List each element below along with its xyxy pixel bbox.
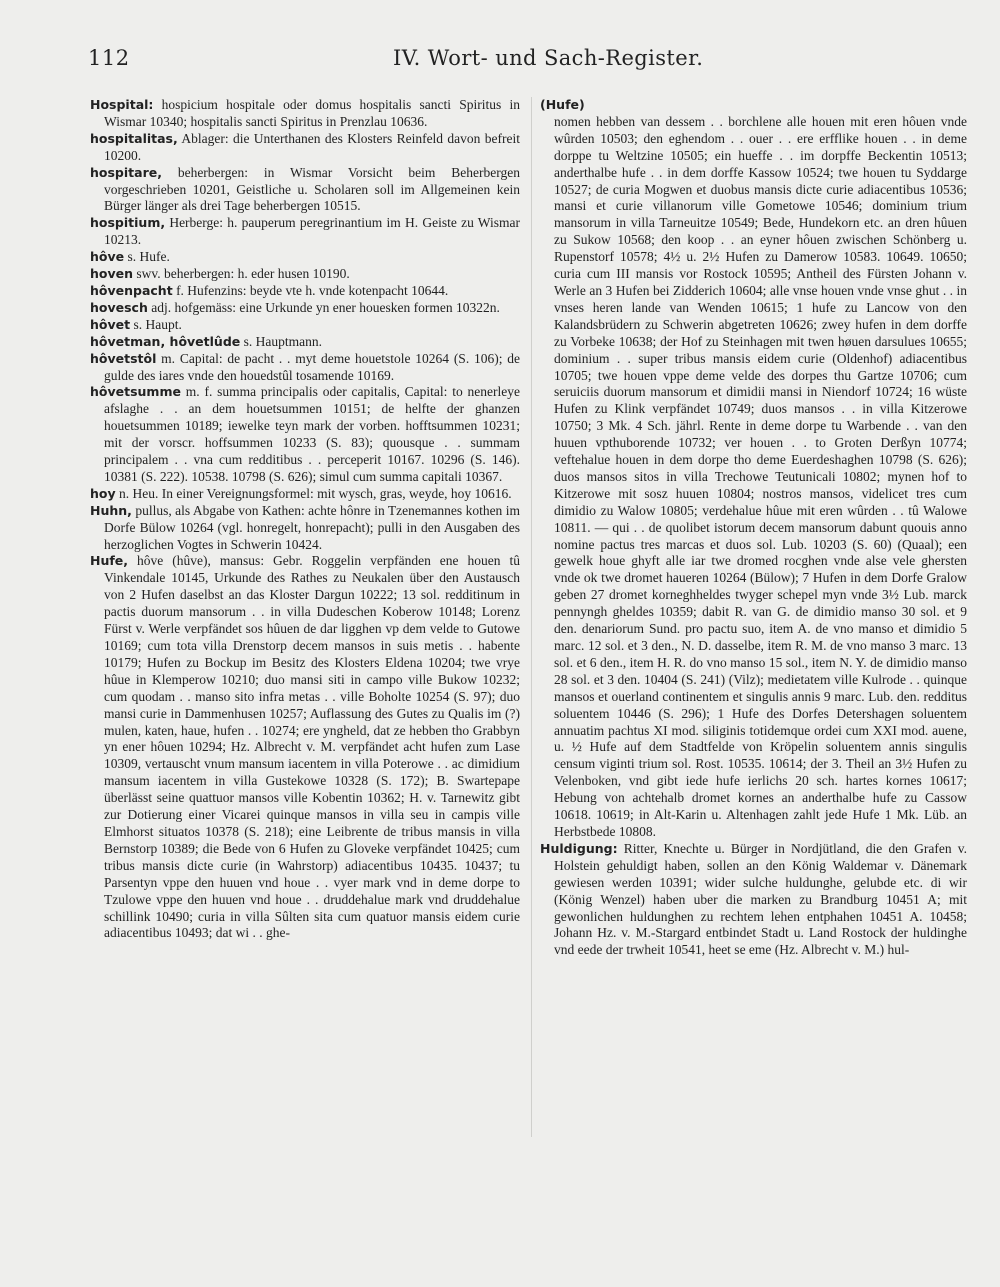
entry-lemma: hospitare, (90, 164, 162, 180)
entry-text: m. Capital: de pacht . . myt deme houetstole 10264 (S. 106); de gulde des iares vnde den houedstûl tosamende 10169. (104, 350, 520, 383)
entry-lemma: hôvet (90, 316, 131, 332)
entry-lemma: hôve (90, 249, 125, 265)
entry-text: Ablager: die Unterthanen des Klosters Reinfeld davon befreit 10200. (104, 130, 520, 163)
entry-lemma: hoy (90, 485, 116, 501)
entry-lemma: hospitalitas, (90, 130, 178, 146)
register-entry (90, 384, 520, 485)
register-entry (90, 215, 520, 249)
entry-lemma: Hospital: (90, 97, 154, 112)
entry-text: pullus, als Abgabe von Kathen: achte hônre in Tzenemannes kothen im Dorfe Bülow 10264 (vgl. honregelt, honrepacht); pulli in den Ausgaben des herzoglichen Vogtes in Schwerin 10424. (104, 502, 520, 552)
entry-lemma: hospitium, (90, 215, 166, 231)
entry-text: s. Haupt. (130, 316, 182, 332)
entry-lemma: hôvenpacht (90, 282, 173, 298)
entry-text: hospicium hospitale oder domus hospitalis sancti Spiritus in Wismar 10340; hospitalis sancti Spiritus in Prenzlau 10636. (104, 97, 520, 129)
continuation-heading: (Hufe) (540, 97, 585, 112)
entry-text: adj. hofgemäss: eine Urkunde yn ener houesken formen 10322n. (147, 299, 500, 315)
entry-text: Herberge: h. pauperum peregrinantium im H. Geiste zu Wismar 10213. (104, 215, 520, 248)
entry-text: beherbergen: in Wismar Vorsicht beim Beherbergen vorgeschrieben 10201, Geistliche u. Scholaren soll im Allgemeinen kein Bürger länger als drei Tage beherbergen 10515. (104, 164, 520, 214)
column-gutter (531, 97, 532, 1137)
entry-lemma: Huhn, (90, 502, 132, 518)
entry-lemma: hôvetman, hôvetlûde (90, 333, 241, 349)
entry-text: swv. beherbergen: h. eder husen 10190. (133, 266, 350, 282)
register-entry (90, 249, 520, 266)
register-entry (90, 300, 520, 317)
register-entry (90, 97, 520, 131)
register-entry (90, 317, 520, 334)
entry-text: hôve (hûve), mansus: Gebr. Roggelin verpfänden ene houen tû Vinkendale 10145, Urkunde des Rathes zu Neukalen über den Austausch von 2 Hufen daselbst an das Kloster Dargun 10222; 13 sol. redditinum in pactis duorum mansorum . . in villa Dudeschen Koberow 10148; Lorenz Fürst v. Werle verpfändet sos hûuen de dar ligghen vp dem velde to Gutowe 10169; cum tota villa Drenstorp decem mansos in suis metis . . habente 10179; Hufen zu Bockup im Besitz des Klosters Eldena 10204; twe vrye hûue in Klemperow 10210; duo mansi siti in campo ville Bukow 10232; cum quodam . . manso sito infra metas . . ville Boholte 10254 (S. 97); duo mansi curie in Dammenhusen 10257; Auflassung des Gutes zu Qualis im (?) mulen, katen, haue, hufen . . 10274; ere yngheld, dat ze hebben tho Grabbyn yn ener hôuen 10294; Hz. Albrecht v. M. verpfändet acht hufen zum Lase 10309, vertauscht vnum mansum iacentem in villa Poterowe . . ac dimidium mansum iacentem in villa Gustekowe 10328 (S. 172); B. Swartepape überlässt seine quattuor mansos ville Kobentin 10362; H. v. Tarnewitz gibt zur Dotierung einer Vicarei quinque mansos in villa seu in campis ville Elmhorst situatos 10378 (S. 218); eine Leibrente de tribus mansis in villa Bernstorp 10389; die Bede von 6 Hufen zu Gloveke verpfändet 10425; cum tribus mansis dicte curie (in Wahrstorp) adiacentibus 10435. 10437; tu Parsentyn vppe den huuen vnd houe . . vyer mark vnd in deme dorpe to Tzulowe vppe den huuen vnd houe . . druddehalue mark vnd druddehalue schillink 10490; curia in villa Sûlten sita cum quatuor mansis eidem curie adiacentibus 10493; dat wi . . ghe- (104, 553, 520, 941)
entry-text: m. f. summa principalis oder capitalis, Capital: to nenerleye afslaghe . . an dem houetsummen 10151; de helfte der ghanzen houetsummen 10189; iewelke teyn mark der vorben. hofftsummen 10231; mit der vorscr. hoffsummen 10233 (S. 83); quousque . . summam principalem . . vna cum redditibus . . perceperit 10167. 10296 (S. 146). 10381 (S. 222). 10538. 10798 (S. 626); simul cum summa capitali 10367. (104, 384, 520, 484)
entry-text: s. Hauptmann. (240, 333, 322, 349)
register-entry (90, 503, 520, 554)
entry-text: s. Hufe. (124, 249, 170, 265)
entry-lemma: hôvetsumme (90, 384, 181, 400)
entry-lemma: hoven (90, 266, 134, 282)
section-title: IV. Wort- und Sach-Register. (393, 46, 704, 70)
page-number: 112 (88, 46, 130, 70)
entry-lemma: Hufe, (90, 553, 129, 569)
entry-lemma: hôvetstôl (90, 350, 157, 366)
register-entry (90, 283, 520, 300)
register-entry (90, 131, 520, 165)
entry-text: Ritter, Knechte u. Bürger in Nordjütland, die den Grafen v. Holstein gehuldigt haben, sollen an den König Waldemar v. Dänemark gewiesen werden 10391; wider sulche huldunghe, gelubde etc. di wir (König Wenzel) haben uber die marken zu Brandburg 10451 A; mit gewonlichen huldunghen zu rechtem lehen entphahen 10451 A. 10458; Johann Hz. v. M.-Stargard entbindet Stadt u. Land Rostock der huldinghe vnd eede der trwheit 10541, heet se eme (Hz. Albrecht v. M.) hul- (554, 840, 967, 958)
register-entry (90, 351, 520, 385)
left-column (90, 97, 520, 942)
entry-lemma: Huldigung: (540, 840, 618, 856)
register-entry (90, 334, 520, 351)
register-entry (90, 165, 520, 216)
entry-text: n. Heu. In einer Vereignungsformel: mit wysch, gras, weyde, hoy 10616. (115, 485, 512, 501)
right-column (540, 97, 967, 959)
entry-lemma: hovesch (90, 299, 148, 315)
entry-text: f. Hufenzins: beyde vte h. vnde kotenpacht 10644. (172, 282, 449, 298)
register-entry (90, 266, 520, 283)
register-entry (540, 841, 967, 959)
register-entry (90, 486, 520, 503)
running-head (88, 46, 968, 80)
continuation-text: nomen hebben van dessem . . borchlene alle houen mit eren hôuen vnde wûrden 10503; den eghendom . . ouer . . ere erfflike houen . . in deme dorppe tu Weltzine 10505; ein hueffe . . im dorpffe Beckentin 10513; anderthalbe hufe . . in dem dorffe Kassow 10524; twe houen tu Syddarge 10527; de curia Mogwen et duobus mansis dicte curie adiacentibus 10536; mansi et curie villanorum ville Gometowe 10546; dominium trium mansorum in villa Tarneuitze 10549; Bede, Hundekorn etc. an dren hûuen zu Sukow 10568; den koop . . an eyner hôuen zwischen Schönberg u. Rupenstorf 10578; 4½ u. 2½ Hufen zu Damerow 10583. 10649. 10650; curia cum III mansis vor Rostock 10595; Antheil des Fürsten Johann v. Werle an 3 Hufen bei Zidderich 10604; alle vnse houen vnde vnse ghut . . in vnses heren lande van Wenden 10615; 1 hufe zu Lancow von den Kalandsbrüdern zu Schwerin abgetreten 10626; zwey hufen in dem dorffe zu Vorbeke 10638; der Hof zu Steinhagen mit twen høuen darsulues 10655; dominium . . super tribus mansis eidem curie (Oldenhof) adiacentibus 10705; twe houen vppe deme velde des dorpes thu Gartze 10706; cum seruiciis duorum mansorum et dimidii mansi in Niendorf 10724; 16 wüste Hufen zu Klink verpfändet 10749; duos mansos . . in villa Kitzerowe 10750; 3 Mk. 4 Sch. jährl. Rente in deme dorpe tu Warbende . . van den huuen vpthuborende 10732; ver houen . . to Groten Derßyn 10774; veftehalue houen in dem dorpe tho deme Euerdeshaghen 10798 (S. 626); duos mansos sitos in villa Trechowe Teutunicali 10802; mynen hof to Kitzerowe mit sosz huuen 10804; nostros mansos, videlicet tres cum dimidio zu Walow 10805; verdehalue hûue mit eren wûrden . . tû Walowe 10811. — qui . . de quolibet istorum decem mansorum dabunt quouis anno nomine pactus tres marcas et duos sol. Lub. 10203 (S. 60) (Quaal); een gewelk houe ghyft alle iar twe dromed rocghen vnde alse vele ghersten vnde ok twe dromet haueren 10264 (Bülow); 7 Hufen in dem Dorfe Gralow geben 27 dromet korneghheldes twyger schepel myn vnde 3½ Lub. marck pennyngh gheldes 10359; dabit R. van G. de dimidio manso 30 sol. et 9 den. denariorum Sund. pro pactu suo, item A. de vno manso et dimidio 5 marc. 12 sol. et 3 den., N. D. dasselbe, item R. M. de vno manso 3 marc. 13 sol. et 6 den., item H. R. do vno manso 15 sol., item N. Y. de dimidio manso 28 sol. et 3 den. 10404 (S. 241) (Vilz); medietatem ville Kulrode . . quinque mansos et ouerland continentem et singulis annis 9 marc. Lub. den. redditus soluentem 10446 (S. 296); 1 Hufe des Dorfes Detershagen soluentem annuatim pachtus XI mod. siliginis totidemque ordei cum XXI mod. auene, u. ½ Hufe auf dem Stadtfelde von Kröpelin soluentem annis singulis censum viginti trium sol. Rost. 10535. 10614; der 3. Theil an 3½ Hufen zu Velenboken, vnd gibt iede hufe ierlichs 20 sch. hartes kornes 10617; Hebung von achtehalb dromet kornes an anderthalbe hufe zu Cassow 10618. 10619; in Alt-Karin u. Altenhagen zahlt jede Hufe 1 Mk. Lüb. an Herbstbede 10808. (554, 113, 967, 839)
register-entry (90, 553, 520, 942)
